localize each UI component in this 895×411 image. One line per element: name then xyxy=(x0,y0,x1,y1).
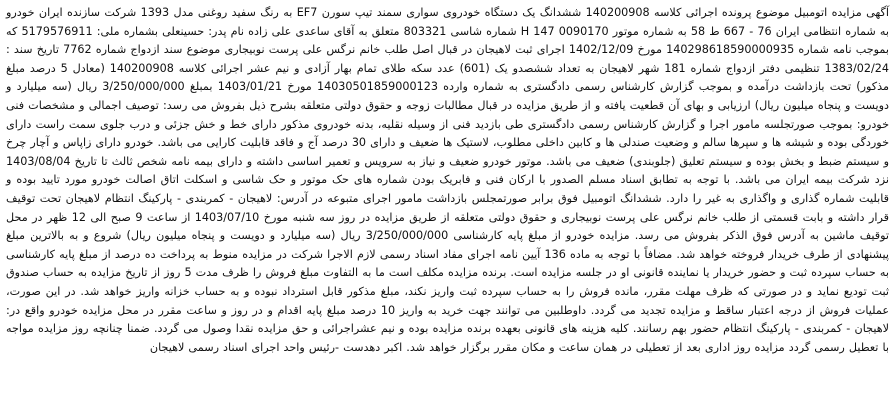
auction-notice-text: آگهی مزایده اتومبیل موضوع پرونده اجرائی کلاسه 140200908 ششدانگ یک دستگاه خودروی سواری سمند تیپ سورن EF7 به رنگ سفید روغنی مدل 1393 شرکت سازنده ایران خودرو به شماره انتظامی ایران 76 - 667 ط 58 به شماره موتور 0090170 H 147 شماره شاسی 803321 متعلق به آقای ساعدی علی زاده نام پدر: حسینعلی بشماره ملی: 5179576911 که بموجب نامه شماره 140298618590000935 مورخ 1402/12/09 اجرای ثبت لاهیجان در قبال اصل طلب خانم نرگس علی پرست نوبیجاری موضوع سند ازدواج شماره 7762 تاریخ سند : 1383/02/24 تنظیمی دفتر ازدواج شماره 181 شهر لاهیجان به تعداد ششصدو یک (601) عدد سکه طلای تمام بهار آزادی و نیم عشر اجرائی کلاسه 140200908 (معادل 5 درصد مبلغ مذکور) تحت بازداشت درآمده و بموجب گزارش کارشناس رسمی دادگستری به شماره وارده 14030501859000123 مورخ 1403/01/21 بمبلغ 3/250/000/000 ریال (سه میلیارد و دویست و پنجاه میلیون ریال) ارزیابی و بهای آن قطعیت یافته و از طریق مزایده در قبال مطالبات زوجه و حقوق دولتی متعلقه بشرح ذیل بفروش می رسد: توصیف اجمالی و مشخصات فنی خودرو: بموجب صورتجلسه مامور اجرا و گزارش کارشناس رسمی دادگستری طی بازدید فنی از وسیله نقلیه، بدنه خودروی مذکور دارای خط و خش جزئی و درب جلوی سمت راست دارای خوردگی بوده و شیشه ها و سپرها سالم و وضعیت صندلی ها و کابین داخلی مطلوب، لاستیک ها ضعیف و دارای 30 درصد آج و فاقد قابلیت کارایی می باشد. خودرو دارای زاپاس و آچار چرخ و سیستم ضبط و بخش بوده و سیستم تعلیق (جلوبندی) ضعیف می باشد. موتور خودرو ضعیف و نیاز به سرویس و تعمیر اساسی داشته و دارای بیمه نامه شخص ثالث تا تاریخ 1403/08/04 نزد شرکت بیمه ایران می باشد. با توجه به تطابق اسناد مسلم الصدور با ارکان فنی و فابریک بودن شماره های حک موتور و حک شاسی و اسکلت اتاق اصالت خودرو مورد تایید بوده و قابلیت شماره گذاری و واگذاری به غیر را دارد. ششدانگ اتومبیل فوق برابر صورتمجلس بازداشت مامور اجرای متبوعه در آدرس: لاهیجان - کمربندی - پارکینگ انتظام لاهیجان تحت توقیف قرار داشته و بابت قسمتی از طلب خانم نرگس علی پرست نوبیجاری و حقوق دولتی متعلقه از طریق مزایده در روز سه شنبه مورخ 1403/07/10 از ساعت 9 صبح الی 12 ظهر در محل توقیف ماشین به آدرس فوق الذکر بفروش می رسد. مزایده خودرو از مبلغ پایه کارشناسی 3/250/000/000 ریال (سه میلیارد و دویست و پنجاه میلیون ریال) شروع و به بالاترین مبلغ پیشنهادی از طرف خریدار فروخته خواهد شد. مضافاً با توجه به ماده 136 آیین نامه اجرای مفاد اسناد رسمی لازم الاجرا شرکت در مزایده منوط به پرداخت ده درصد از مبلغ پایه کارشناسی به حساب سپرده ثبت و حضور خریدار یا نماینده قانونی او در جلسه مزایده است. برنده مزایده مکلف است ما به التفاوت مبلغ فروش را ظرف مدت 5 روز از تاریخ مزایده به حساب صندوق ثبت تودیع نماید و در صورتی که ظرف مهلت مقرر، مانده فروش را به حساب سپرده ثبت واریز نکند، مبلغ مذکور قابل استرداد نبوده و به حساب خزانه واریز خواهد شد. در این صورت، عملیات فروش از درجه اعتبار ساقط و مزایده تجدید می گردد. داوطلبین می توانند جهت خرید به واریز 10 درصد مبلغ پایه اقدام و در روز و ساعت مقرر در محل مزایده خودرو واقع در: لاهیجان - کمربندی - پارکینگ انتظام حضور بهم رسانند. کلیه هزینه های قانونی بعهده برنده مزایده بوده و نیم عشراجرائی و حق مزایده نقدا وصول می گردد. ضمنا چنانچه روز مزایده مواجه با تعطیل رسمی گردد مزایده روز اداری بعد از تعطیلی در همان ساعت و مکان مقرر برگزار خواهد شد. اکبر دهدست -رئیس واحد اجرای اسناد رسمی لاهیجان xyxy=(6,6,890,354)
